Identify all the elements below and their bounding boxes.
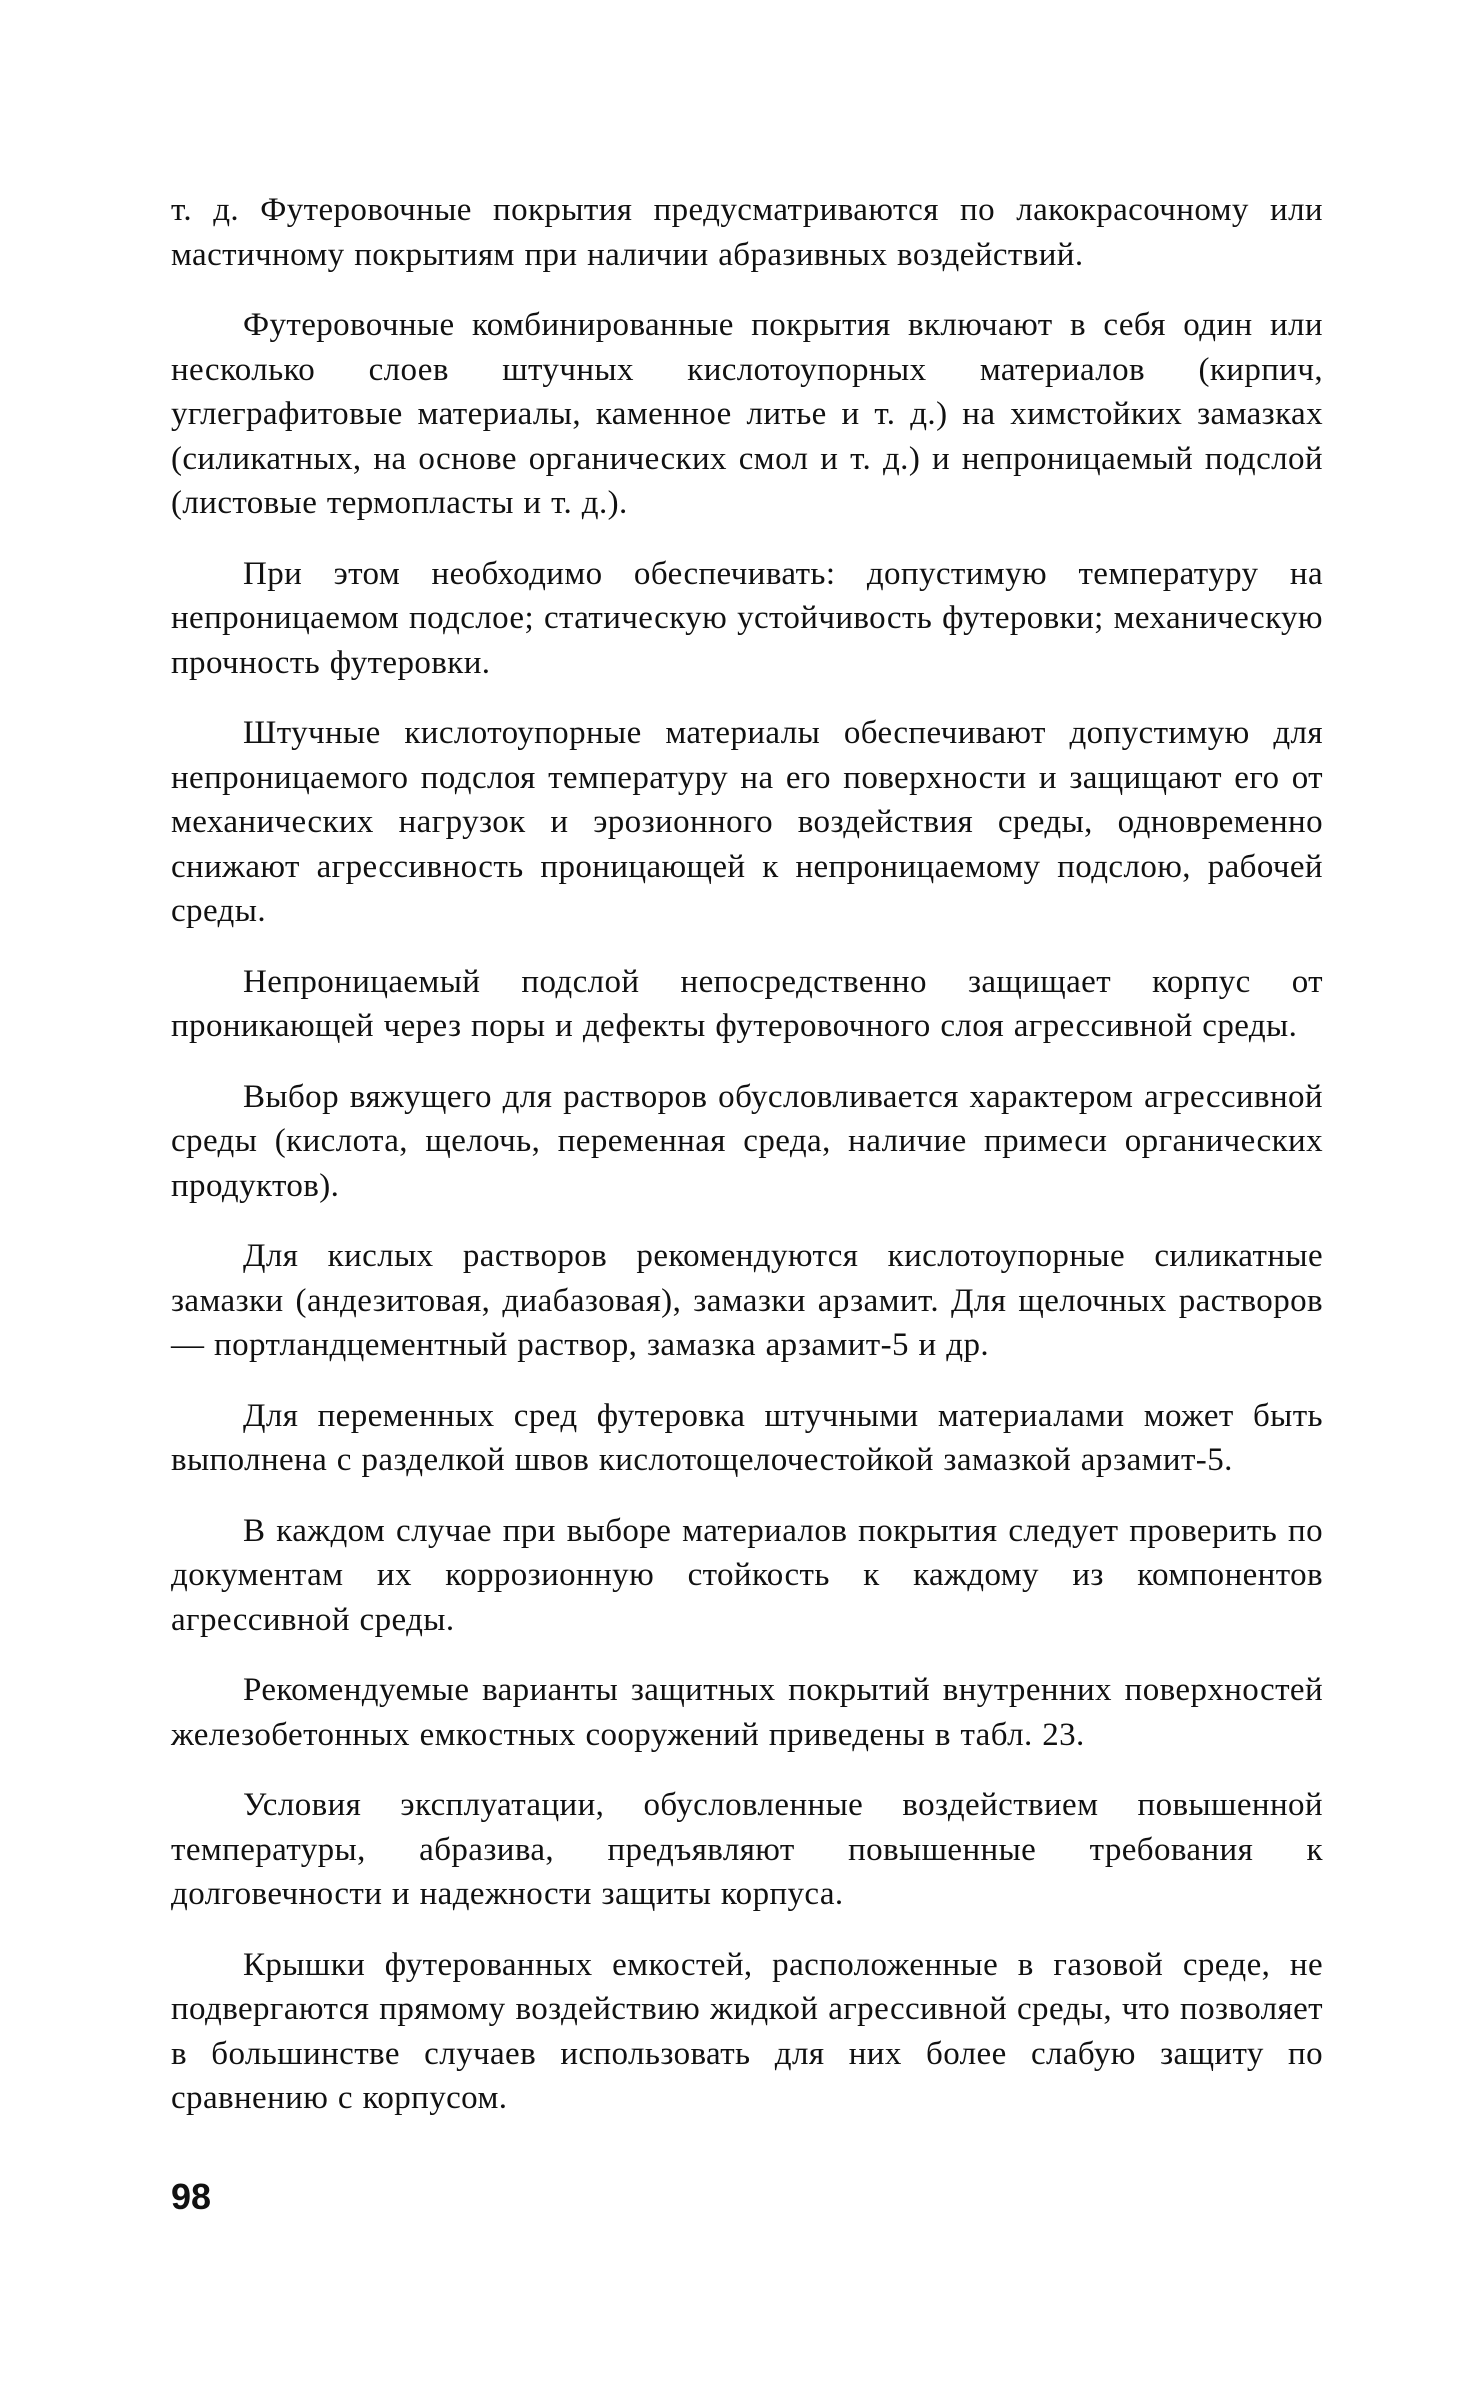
paragraph-1: т. д. Футеровочные покрытия предусматриваются по лакокрасочному или мастичному покрытиям при наличии абразивных воздействий. — [171, 192, 1323, 273]
paragraph-10: Рекомендуемые варианты защитных покрытий внутренних поверхностей железобетонных емкостных сооружений приведены в табл. 23. — [171, 1672, 1323, 1753]
paragraph-8: Для переменных сред футеровка штучными материалами может быть выполнена с разделкой швов кислотощелочестойкой замазкой арзамит-5. — [171, 1397, 1323, 1478]
paragraph-4: Штучные кислотоупорные материалы обеспечивают допустимую для непроницаемого подслоя температуру на его поверхности и защищают его от механических нагрузок и эрозионного воздействия среды, одновременно снижают агрессивность проницающей к непроницаемому подслою, рабочей среды. — [171, 715, 1323, 929]
page-number: 98 — [171, 2176, 212, 2217]
paragraph-3: При этом необходимо обеспечивать: допустимую температуру на непроницаемом подслое; статическую устойчивость футеровки; механическую прочность футеровки. — [171, 555, 1323, 681]
paragraph-5: Непроницаемый подслой непосредственно защищает корпус от проникающей через поры и дефекты футеровочного слоя агрессивной среды. — [171, 963, 1323, 1044]
paragraph-2: Футеровочные комбинированные покрытия включают в себя один или несколько слоев штучных кислотоупорных материалов (кирпич, углеграфитовые материалы, каменное литье и т. д.) на химстойких замазках (силикатных, на основе органических смол и т. д.) и непроницаемый подслой (листовые термопласты и т. д.). — [171, 307, 1323, 521]
page-body — [171, 188, 1323, 2147]
paragraph-6: Выбор вяжущего для растворов обусловливается характером агрессивной среды (кислота, щелочь, переменная среда, наличие примеси органических продуктов). — [171, 1078, 1323, 1204]
paragraph-12: Крышки футерованных емкостей, расположенные в газовой среде, не подвергаются прямому воздействию жидкой агрессивной среды, что позволяет в большинстве случаев использовать для них более слабую защиту по сравнению с корпусом. — [171, 1946, 1323, 2116]
paragraph-9: В каждом случае при выборе материалов покрытия следует проверить по документам их коррозионную стойкость к каждому из компонентов агрессивной среды. — [171, 1512, 1323, 1638]
paragraph-7: Для кислых растворов рекомендуются кислотоупорные силикатные замазки (андезитовая, диабазовая), замазки арзамит. Для щелочных растворов — портландцементный раствор, замазка арзамит-5 и др. — [171, 1238, 1323, 1363]
paragraph-11: Условия эксплуатации, обусловленные воздействием повышенной температуры, абразива, предъявляют повышенные требования к долговечности и надежности защиты корпуса. — [171, 1787, 1323, 1912]
